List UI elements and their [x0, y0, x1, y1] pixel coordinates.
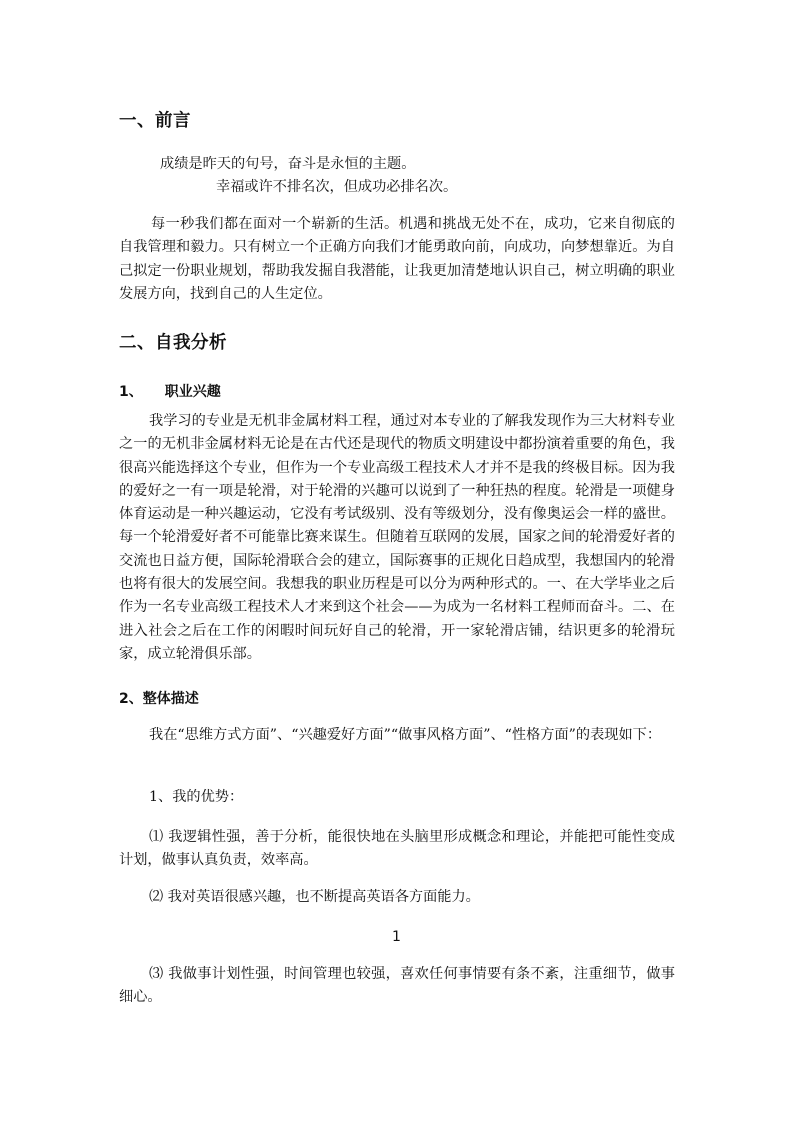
quote-line-2: 幸福或许不排名次，但成功必排名次。 — [216, 179, 458, 195]
subsection-1-number: 1、 — [119, 384, 143, 400]
strengths-title: 1、我的优势： — [149, 789, 244, 805]
section-1-heading: 一、前言 — [119, 111, 191, 131]
strength-item-2: ⑵ 我对英语很感兴趣，也不断提高英语各方面能力。 — [149, 889, 480, 905]
subsection-1-title: 职业兴趣 — [164, 384, 221, 400]
subsection-2-heading: 2、整体描述 — [119, 691, 199, 707]
subsection-1-heading — [119, 381, 221, 401]
strength-item-3: ⑶ 我做事计划性强，时间管理也较强，喜欢任何事情要有条不紊，注重细节，做事细心。 — [119, 966, 675, 1006]
quote-line-1: 成绩是昨天的句号，奋斗是永恒的主题。 — [160, 156, 416, 172]
page-number: 1 — [392, 929, 401, 945]
preface-paragraph: 每一秒我们都在面对一个崭新的生活。机遇和挑战无处不在，成功，它来自彻底的自我管理和毅力。只有树立一个正确方向我们才能勇敢向前，向成功，向梦想靠近。为自己拟定一份职业规划，帮助我发掘自我潜能，让我更加清楚地认识自己，树立明确的职业发展方向，找到自己的人生定位。 — [119, 216, 675, 302]
overall-description-intro: 我在“思维方式方面”、“兴趣爱好方面”“做事风格方面”、“性格方面”的表现如下： — [149, 727, 662, 743]
strength-item-1: ⑴ 我逻辑性强，善于分析，能很快地在头脑里形成概念和理论，并能把可能性变成计划，做事认真负责，效率高。 — [119, 829, 675, 869]
section-2-heading: 二、自我分析 — [119, 333, 227, 353]
career-interest-paragraph: 我学习的专业是无机非金属材料工程，通过对本专业的了解我发现作为三大材料专业之一的无机非金属材料无论是在古代还是现代的物质文明建设中都扮演着重要的角色，我很高兴能选择这个专业，但作为一个专业高级工程技术人才并不是我的终极目标。因为我的爱好之一有一项是轮滑，对于轮滑的兴趣可以说到了一种狂热的程度。轮滑是一项健身体育运动是一种兴趣运动，它没有考试级别、没有等级划分，没有像奥运会一样的盛世。每一个轮滑爱好者不可能靠比赛来谋生。但随着互联网的发展，国家之间的轮滑爱好者的交流也日益方便，国际轮滑联合会的建立，国际赛事的正规化日趋成型，我想国内的轮滑也将有很大的发展空间。我想我的职业历程是可以分为两种形式的。一、在大学毕业之后作为一名专业高级工程技术人才来到这个社会——为成为一名材料工程师而奋斗。二、在进入社会之后在工作的闲暇时间玩好自己的轮滑，开一家轮滑店铺，结识更多的轮滑玩家，成立轮滑俱乐部。 — [119, 413, 675, 662]
